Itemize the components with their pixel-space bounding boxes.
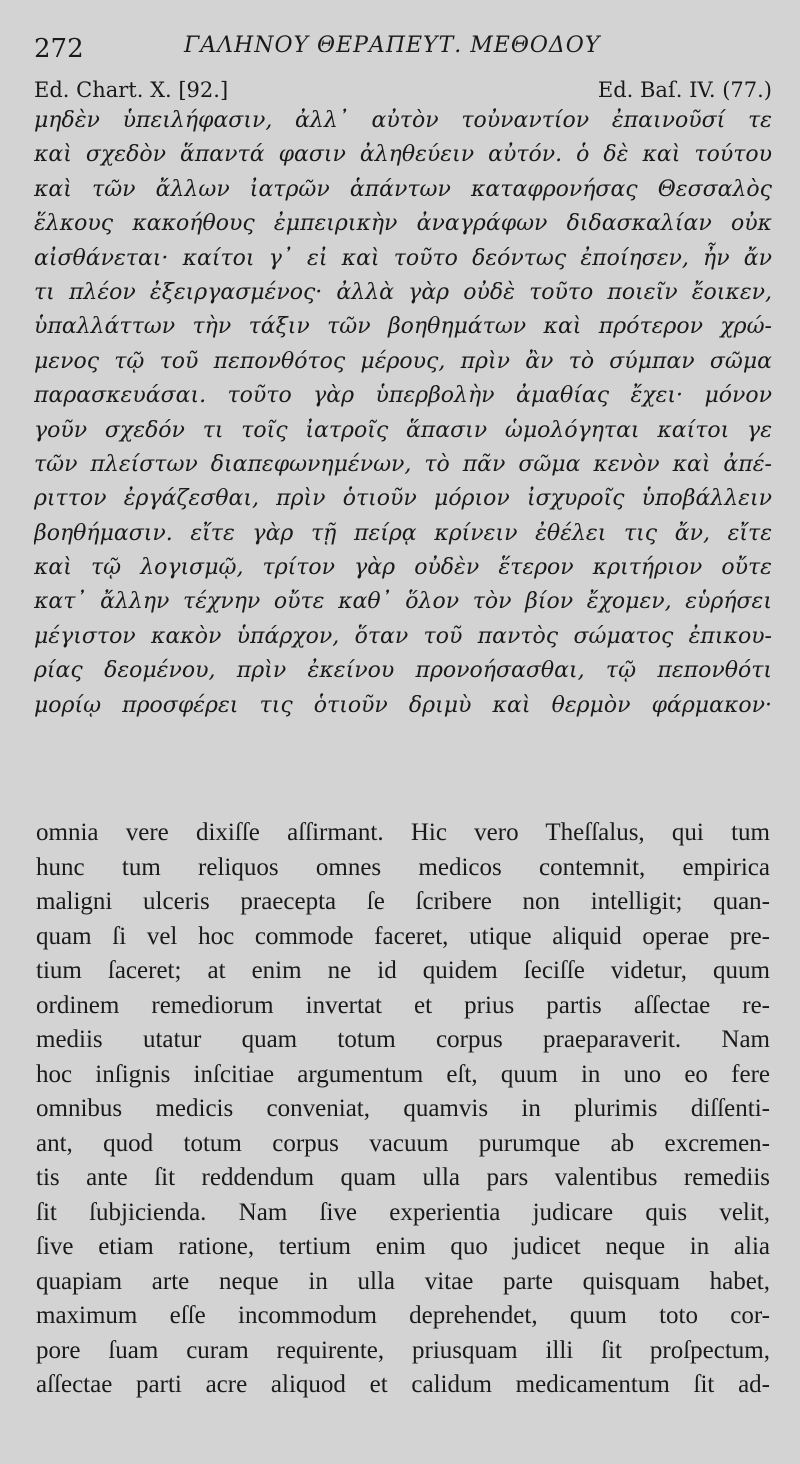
page-header: [34, 28, 774, 62]
greek-line: κατ᾽ ἄλλην τέχνην οὔτε καθ᾽ ὅλον τὸν βίον ἔχομεν, εὑρήσει: [34, 589, 772, 615]
greek-line: μηδὲν ὑπειλήφασιν, ἀλλ᾽ αὐτὸν τοὐναντίον ἐπαινοῦσί τε: [34, 108, 772, 133]
greek-line: καὶ τῷ λογισμῷ, τρίτον γὰρ οὐδὲν ἕτερον κριτήριον οὔτε: [34, 555, 772, 581]
edition-reference-basel: Ed. Baſ. IV. (77.): [597, 78, 772, 102]
greek-line: ἕλκους κακοήθους ἐμπειρικὴν ἀναγράφων διδασκαλίαν οὐκ: [34, 211, 772, 237]
latin-line: ſive etiam ratione, tertium enim quo judicet neque in alia: [36, 1233, 770, 1260]
latin-line: omnibus medicis conveniat, quamvis in plurimis diſſenti-: [36, 1095, 770, 1122]
latin-line: pore ſuam curam requirente, priusquam illi ſit proſpectum,: [36, 1336, 770, 1364]
greek-line: αἰσθάνεται· καίτοι γ᾽ εἰ καὶ τοῦτο δεόντως ἐποίησεν, ἦν ἄν: [34, 245, 772, 271]
latin-line: hunc tum reliquos omnes medicos contemnit, empirica: [36, 853, 770, 881]
greek-line: ὑπαλλάττων τὴν τάξιν τῶν βοηθημάτων καὶ πρότερον χρώ-: [34, 314, 772, 340]
greek-line: παρασκευάσαι. τοῦτο γὰρ ὑπερβολὴν ἀμαθίας ἔχει· μόνον: [34, 383, 772, 409]
latin-line: quam ſi vel hoc commode faceret, utique aliquid operae pre-: [36, 922, 770, 950]
greek-line: γοῦν σχεδόν τι τοῖς ἰατροῖς ἅπασιν ὡμολόγηται καίτοι γε: [34, 417, 772, 443]
latin-line: ant, quod totum corpus vacuum purumque ab excremen-: [36, 1129, 770, 1157]
edition-references: [34, 76, 772, 106]
greek-line: βοηθήμασιν. εἴτε γὰρ τῇ πείρᾳ κρίνειν ἐθέλει τις ἄν, εἴτε: [34, 520, 772, 546]
latin-line: tis ante ſit reddendum quam ulla pars valentibus remediis: [36, 1164, 770, 1191]
latin-line: omnia vere dixiſſe aſſirmant. Hic vero Theſſalus, qui tum: [36, 819, 770, 846]
greek-line: ρίας δεομένου, πρὶν ἐκείνου προνοήσασθαι, τῷ πεπονθότι: [34, 658, 772, 684]
latin-line: quapiam arte neque in ulla vitae parte quisquam habet,: [36, 1267, 770, 1295]
edition-reference-chartier: Ed. Chart. X. [92.]: [34, 78, 229, 102]
latin-line: maximum eſſe incommodum deprehendet, quum toto cor-: [36, 1302, 770, 1329]
latin-line: maligni ulceris praecepta ſe ſcribere non intelligit; quan-: [36, 888, 770, 915]
greek-line: μέγιστον κακὸν ὑπάρχον, ὅταν τοῦ παντὸς σώματος ἐπικου-: [34, 623, 772, 649]
latin-line: ordinem remediorum invertat et prius partis aſſectae re-: [36, 991, 770, 1019]
greek-line: μορίῳ προσφέρει τις ὁτιοῦν δριμὺ καὶ θερμὸν φάρμακον·: [34, 692, 772, 718]
greek-line: τι πλέον ἐξειργασμένος· ἀλλὰ γὰρ οὐδὲ τοῦτο ποιεῖν ἔοικεν,: [34, 279, 772, 305]
greek-line: τῶν πλείστων διαπεφωνημένων, τὸ πᾶν σῶμα κενὸν καὶ ἀπέ-: [34, 451, 772, 477]
latin-line: mediis utatur quam totum corpus praeparaverit. Nam: [36, 1026, 770, 1053]
latin-line: aſſectae parti acre aliquod et calidum medicamentum ſit ad-: [36, 1371, 770, 1398]
page-number: 272: [34, 34, 84, 64]
greek-text-block: [34, 104, 772, 723]
latin-line: ſit ſubjicienda. Nam ſive experientia judicare quis velit,: [36, 1198, 770, 1226]
latin-line: hoc inſignis inſcitiae argumentum eſt, quum in uno eo fere: [36, 1060, 770, 1088]
greek-line: ριττον ἐργάζεσθαι, πρὶν ὁτιοῦν μόριον ἰσχυροῖς ὑποβάλλειν: [34, 486, 772, 512]
latin-line: tium ſaceret; at enim ne id quidem ſeciſſe videtur, quum: [36, 957, 770, 984]
greek-line: καὶ σχεδὸν ἅπαντά φασιν ἀληθεύειν αὐτόν. ὁ δὲ καὶ τούτου: [34, 142, 772, 168]
latin-text-block: [36, 816, 770, 1403]
greek-line: μενος τῷ τοῦ πεπονθότος μέρους, πρὶν ἂν τὸ σύμπαν σῶμα: [34, 348, 772, 374]
greek-line: καὶ τῶν ἄλλων ἰατρῶν ἁπάντων καταφρονήσας Θεσσαλὸς: [34, 176, 772, 202]
running-head: ΓΑΛΗΝΟΥ ΘΕΡΑΠΕΥΤ. ΜΕΘΟΔΟΥ: [184, 33, 601, 58]
